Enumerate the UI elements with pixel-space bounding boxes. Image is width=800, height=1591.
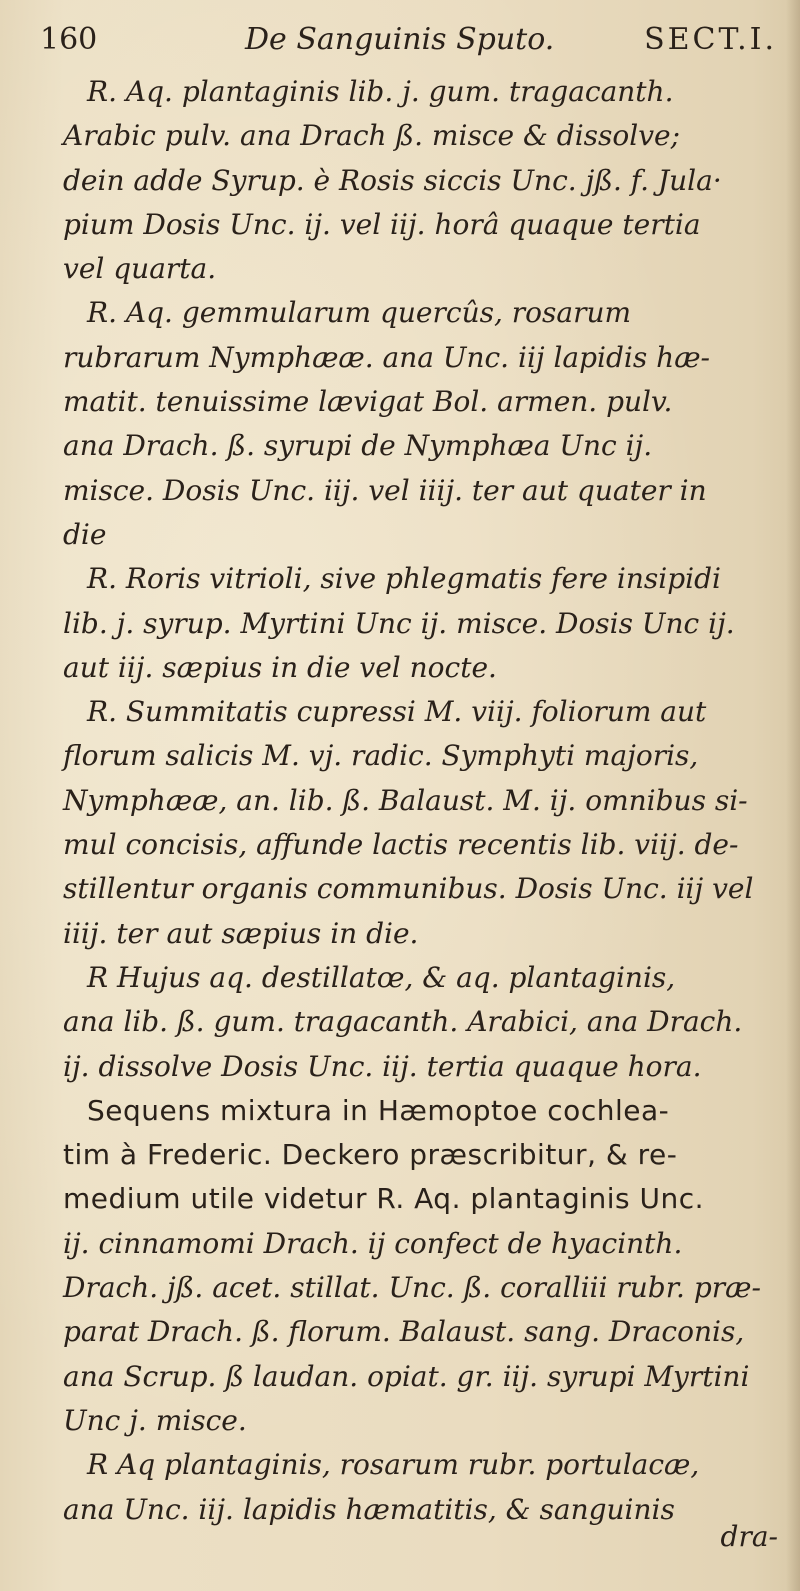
text-line: Drach. jß. acet. stillat. Unc. ß. coralliii rubr. præ- [63, 1271, 761, 1305]
page-edge-shadow [786, 0, 800, 1591]
text-line: ana Scrup. ß laudan. opiat. gr. iij. syrupi Myrtini [63, 1359, 750, 1393]
text-line: R Aq plantaginis, rosarum rubr. portulacæ, [87, 1448, 700, 1482]
text-line: iiij. ter aut sæpius in die. [63, 916, 419, 950]
text-line: aut iij. sæpius in die vel nocte. [63, 650, 497, 684]
text-line: Sequens mixtura in Hæmoptoe cochlea- [87, 1093, 670, 1127]
text-line: R. Aq. gemmularum quercûs, rosarum [87, 296, 632, 330]
text-line: R. Aq. plantaginis lib. j. gum. tragacanth. [87, 75, 674, 108]
text-line: florum salicis M. vj. radic. Symphyti majoris, [63, 739, 699, 773]
text-line: medium utile videtur R. Aq. plantaginis Unc. [63, 1182, 705, 1216]
text-line: ana lib. ß. gum. tragacanth. Arabici, ana Drach. [63, 1005, 743, 1039]
text-line: ana Unc. iij. lapidis hæmatitis, & sanguinis [63, 1492, 675, 1526]
running-title: De Sanguinis Sputo. [245, 22, 555, 57]
text-line: R. Summitatis cupressi M. viij. foliorum aut [87, 695, 707, 729]
text-line: tim à Frederic. Deckero præscribitur, & re- [63, 1138, 678, 1172]
text-line: Unc j. misce. [63, 1403, 247, 1437]
text-line: rubrarum Nymphææ. ana Unc. iij lapidis hæ- [63, 340, 710, 374]
text-line: lib. j. syrup. Myrtini Unc ij. misce. Dosis Unc ij. [63, 606, 735, 640]
text-line: pium Dosis Unc. ij. vel iij. horâ quaque tertia [63, 207, 701, 241]
text-line: dein adde Syrup. è Rosis siccis Unc. jß. f. Jula· [63, 163, 722, 197]
text-line: parat Drach. ß. florum. Balaust. sang. Draconis, [63, 1315, 745, 1349]
text-line: Arabic pulv. ana Drach ß. misce & dissolve; [63, 119, 681, 153]
text-line: ij. cinnamomi Drach. ij confect de hyacinth. [63, 1226, 683, 1260]
text-line: misce. Dosis Unc. iij. vel iiij. ter aut quater in [63, 473, 707, 507]
page-header [40, 22, 785, 62]
text-line: ij. dissolve Dosis Unc. iij. tertia quaque hora. [63, 1049, 702, 1083]
page-number: 160 [40, 22, 98, 57]
text-line: R. Roris vitrioli, sive phlegmatis fere insipidi [87, 562, 721, 596]
text-line: vel quarta. [63, 252, 217, 286]
text-line: Nymphææ, an. lib. ß. Balaust. M. ij. omnibus si- [63, 783, 748, 817]
text-line: ana Drach. ß. syrupi de Nymphæa Unc ij. [63, 429, 653, 463]
text-line: stillentur organis communibus. Dosis Unc. iij vel [63, 872, 754, 906]
text-line: matit. tenuissime lævigat Bol. armen. pulv. [63, 385, 673, 419]
text-line: die [63, 517, 107, 551]
section-label: SECT.I. [644, 22, 777, 57]
text-line: R Hujus aq. destillatœ, & aq. plantaginis, [87, 960, 676, 994]
catchword: dra- [720, 1520, 778, 1553]
body-text [63, 70, 783, 1532]
text-line: mul concisis, affunde lactis recentis lib. viij. de- [63, 828, 739, 862]
